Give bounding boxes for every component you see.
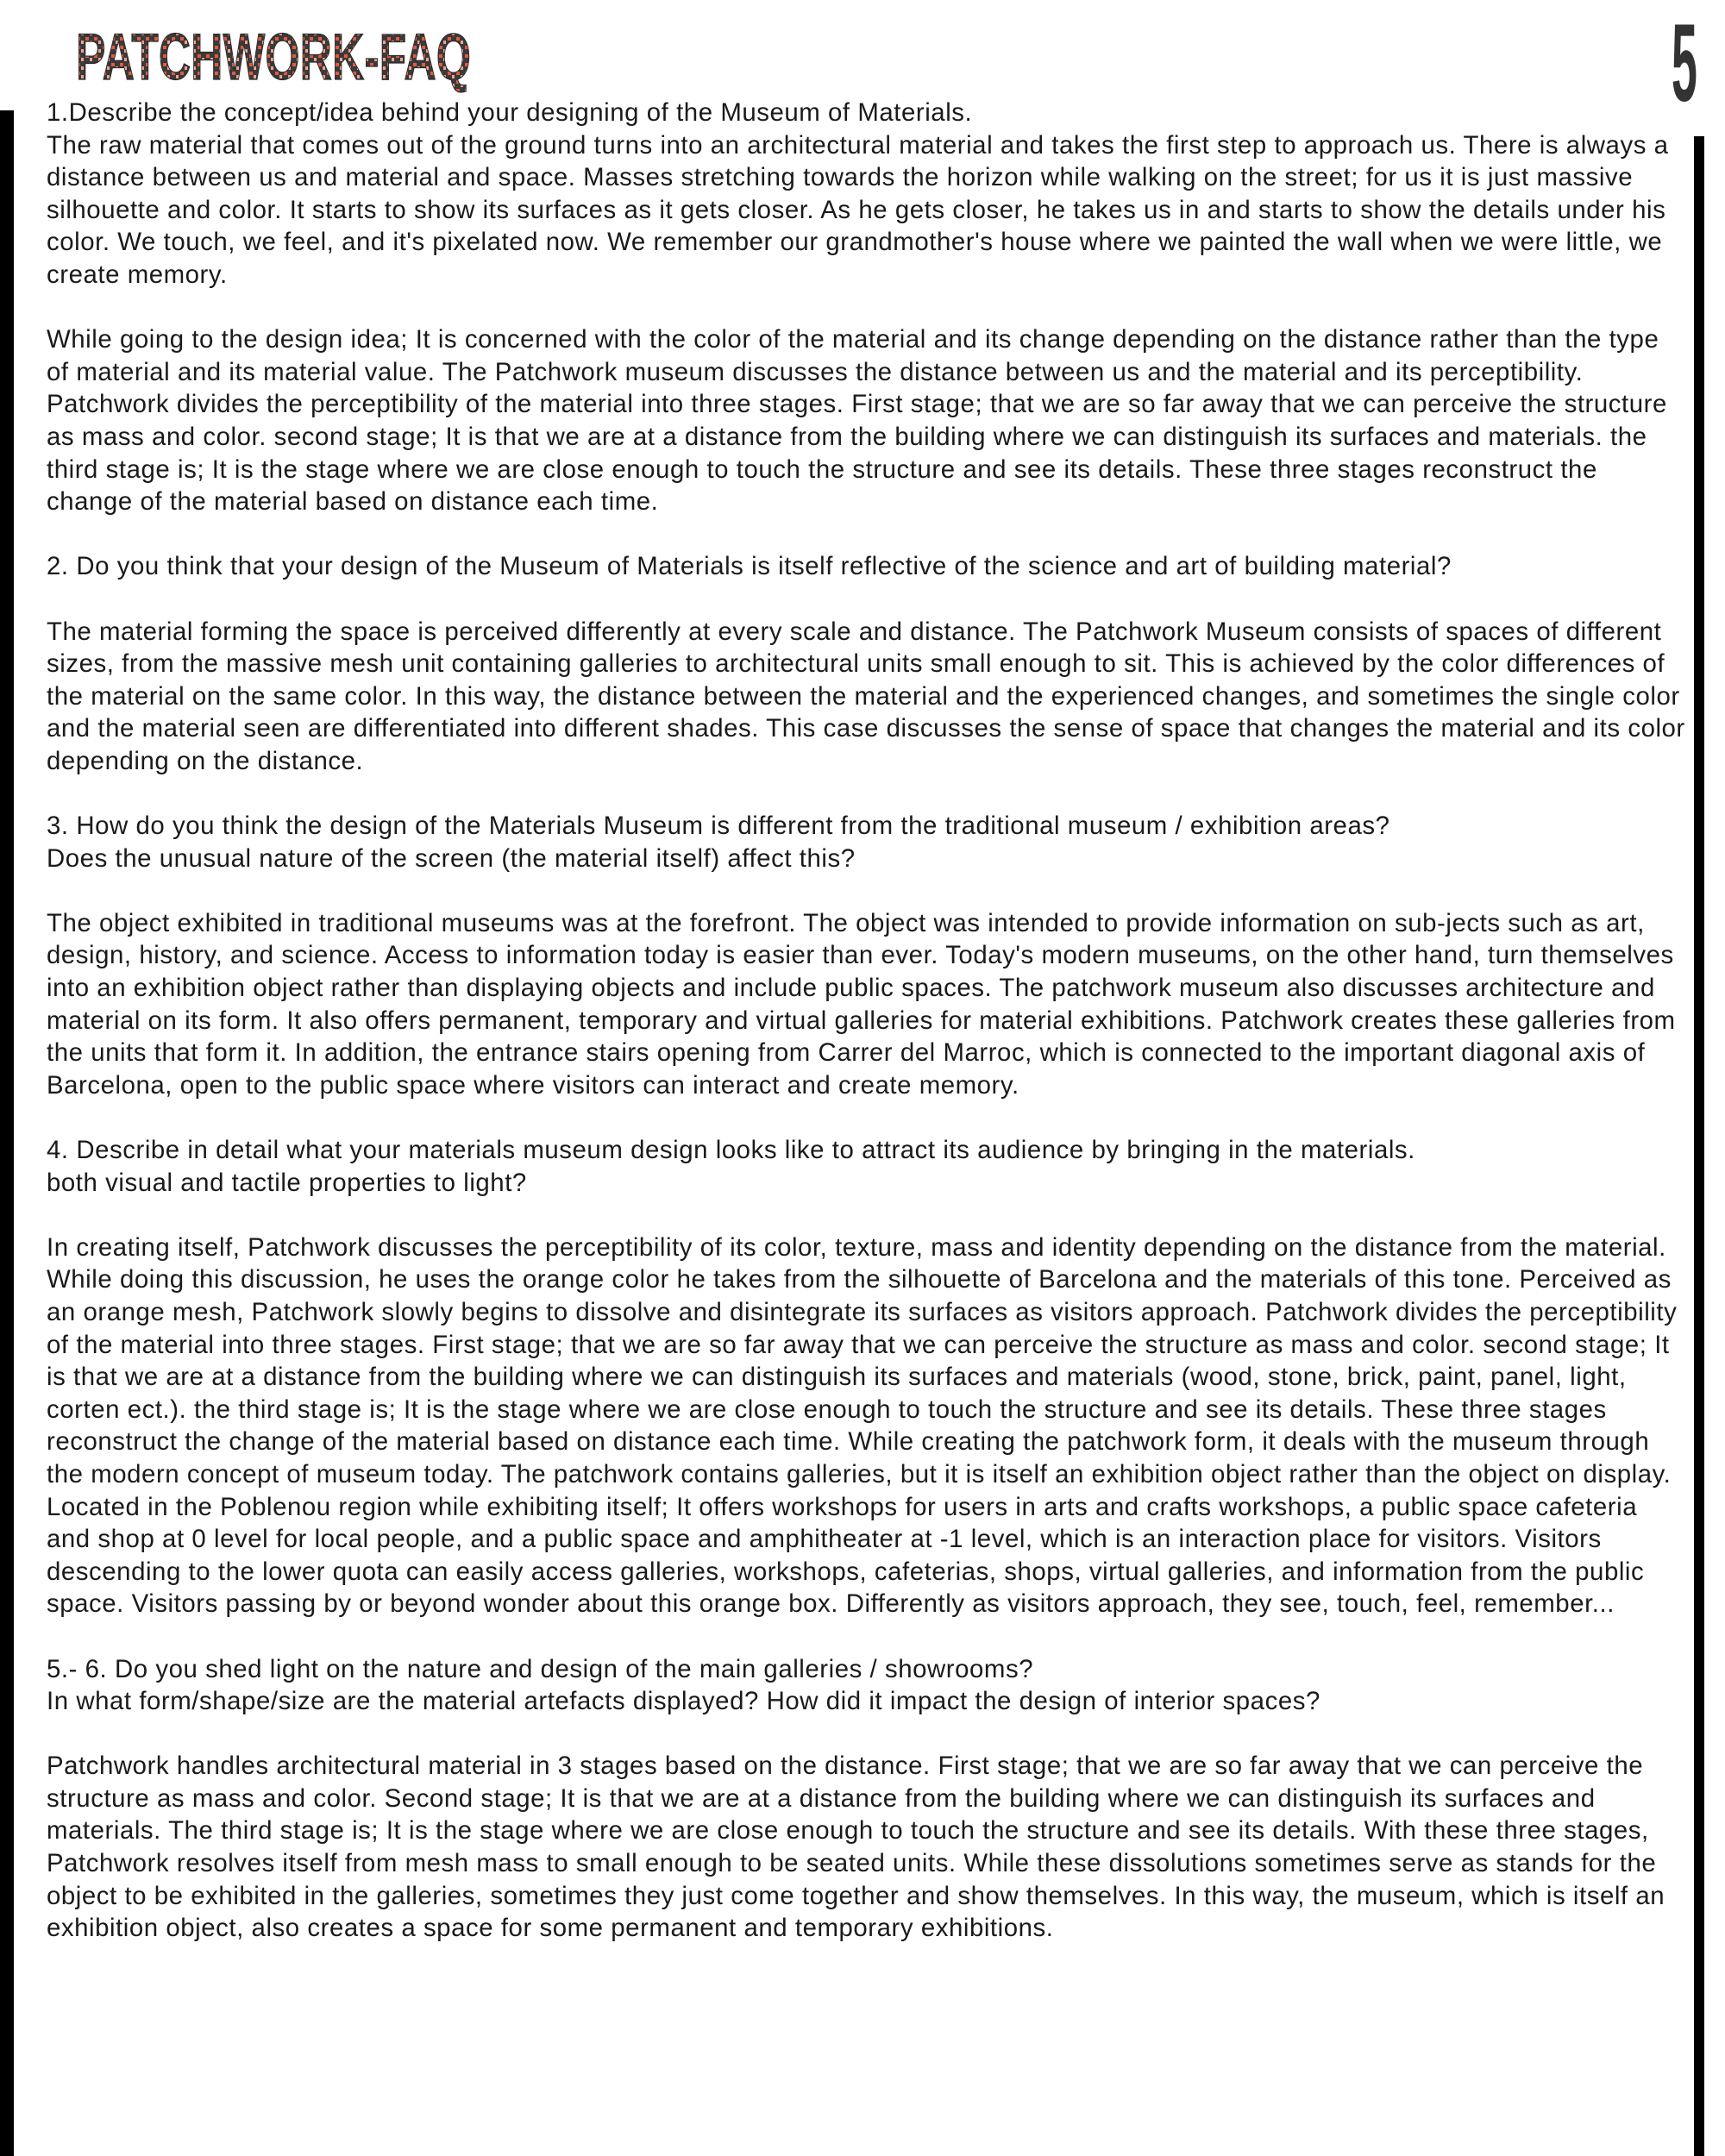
faq-question-3: 3. How do you think the design of the Materials Museum is different from the traditional museum / exhibition areas? Does the unusual nature of the screen (the material itself) affect this? <box>47 812 1390 873</box>
page-number: 5 <box>1672 2 1697 125</box>
faq-question-4: 4. Describe in detail what your materials museum design looks like to attract its audience by bringing in the materials. both visual and tactile properties to light? <box>47 1136 1415 1197</box>
faq-question-5: 5.- 6. Do you shed light on the nature and design of the main galleries / showrooms? In what form/shape/size are the material artefacts displayed? How did it impact the design of interior spaces? <box>47 1654 1320 1716</box>
logo-text: PATCHWORK-FAQ <box>76 21 471 94</box>
patchwork-faq-logo <box>76 19 473 93</box>
faq-answer-4-1: In creating itself, Patchwork discusses the perceptibility of its color, texture, mass and identity depending on the distance from the material. While doing this discussion, he uses the orange color he takes from the silhouette of Barcelona and the materials of this tone. Perceived as an orange mesh, Patchwork slowly begins to dissolve and disintegrate its surfaces as visitors approach. Patchwork divides the perceptibility of the material into three stages. First stage; that we are so far away that we can perceive the structure as mass and color. second stage; It is that we are at a distance from the building where we can distinguish its surfaces and materials (wood, stone, brick, paint, panel, light, corten ect.). the third stage is; It is the stage where we are close enough to touch the structure and see its details. These three stages reconstruct the change of the material based on distance each time. While creating the patchwork form, it deals with the museum through the modern concept of museum today. The patchwork contains galleries, but it is itself an exhibition object rather than the object on display. Located in the Poblenou region while exhibiting itself; It offers workshops for users in arts and crafts workshops, a public space cafeteria and shop at 0 level for local people, and a public space and amphitheater at -1 level, which is an interaction place for visitors. Visitors descending to the lower quota can easily access galleries, workshops, cafeterias, shops, virtual galleries, and information from the public space. Visitors passing by or beyond wonder about this orange box. Differently as visitors approach, they see, touch, feel, remember... <box>47 1232 1678 1619</box>
faq-question-1: 1.Describe the concept/idea behind your designing of the Museum of Materials. <box>47 98 973 127</box>
faq-question-2: 2. Do you think that your design of the Museum of Materials is itself reflective of the science and art of building material? <box>47 552 1452 581</box>
right-border-bar <box>1694 136 1704 2156</box>
faq-answer-2-1: The material forming the space is perceived differently at every scale and distance. The Patchwork Museum consists of spaces of different sizes, from the massive mesh unit containing galleries to architectural units small enough to sit. This is achieved by the color differences of the material on the same color. In this way, the distance between the material and the experienced changes, and sometimes the single color and the material seen are differentiated into different shades. This case discusses the sense of space that changes the material and its color depending on the distance. <box>47 617 1685 775</box>
faq-answer-3-1: The object exhibited in traditional museums was at the forefront. The object was intended to provide information on sub-jects such as art, design, history, and science. Access to information today is easier than ever. Today's modern museums, on the other hand, turn themselves into an exhibition object rather than displaying objects and include public spaces. The patchwork museum also discusses architecture and material on its form. It also offers permanent, temporary and virtual galleries for material exhibitions. Patchwork creates these galleries from the units that form it. In addition, the entrance stairs opening from Carrer del Marroc, which is connected to the important diagonal axis of Barcelona, open to the public space where visitors can interact and create memory. <box>47 908 1676 1100</box>
faq-answer-1-2: While going to the design idea; It is concerned with the color of the material and its change depending on the distance rather than the type of material and its material value. The Patchwork museum discusses the distance between us and the material and its perceptibility. Patchwork divides the perceptibility of the material into three stages. First stage; that we are so far away that we can perceive the structure as mass and color. second stage; It is that we are at a distance from the building where we can distinguish its surfaces and materials. the third stage is; It is the stage where we are close enough to touch the structure and see its details. These three stages reconstruct the change of the material based on distance each time. <box>47 325 1667 517</box>
logo-graphic <box>76 19 473 93</box>
faq-body <box>47 97 1685 1977</box>
faq-answer-1-1: The raw material that comes out of the ground turns into an architectural material and takes the first step to approach us. There is always a distance between us and material and space. Masses stretching towards the horizon while walking on the street; for us it is just massive silhouette and color. It starts to show its surfaces as it gets closer. As he gets closer, he takes us in and starts to show the details under his color. We touch, we feel, and it's pixelated now. We remember our grandmother's house where we painted the wall when we were little, we create memory. <box>47 130 1669 289</box>
left-border-bar <box>0 110 14 2156</box>
faq-answer-5-1: Patchwork handles architectural material in 3 stages based on the distance. First stage; that we are so far away that we can perceive the structure as mass and color. Second stage; It is that we are at a distance from the building where we can distinguish its surfaces and materials. The third stage is; It is the stage where we are close enough to touch the structure and see its details. With these three stages, Patchwork resolves itself from mesh mass to small enough to be seated units. While these dissolutions sometimes serve as stands for the object to be exhibited in the galleries, sometimes they just come together and show themselves. In this way, the museum, which is itself an exhibition object, also creates a space for some permanent and temporary exhibitions. <box>47 1752 1665 1943</box>
